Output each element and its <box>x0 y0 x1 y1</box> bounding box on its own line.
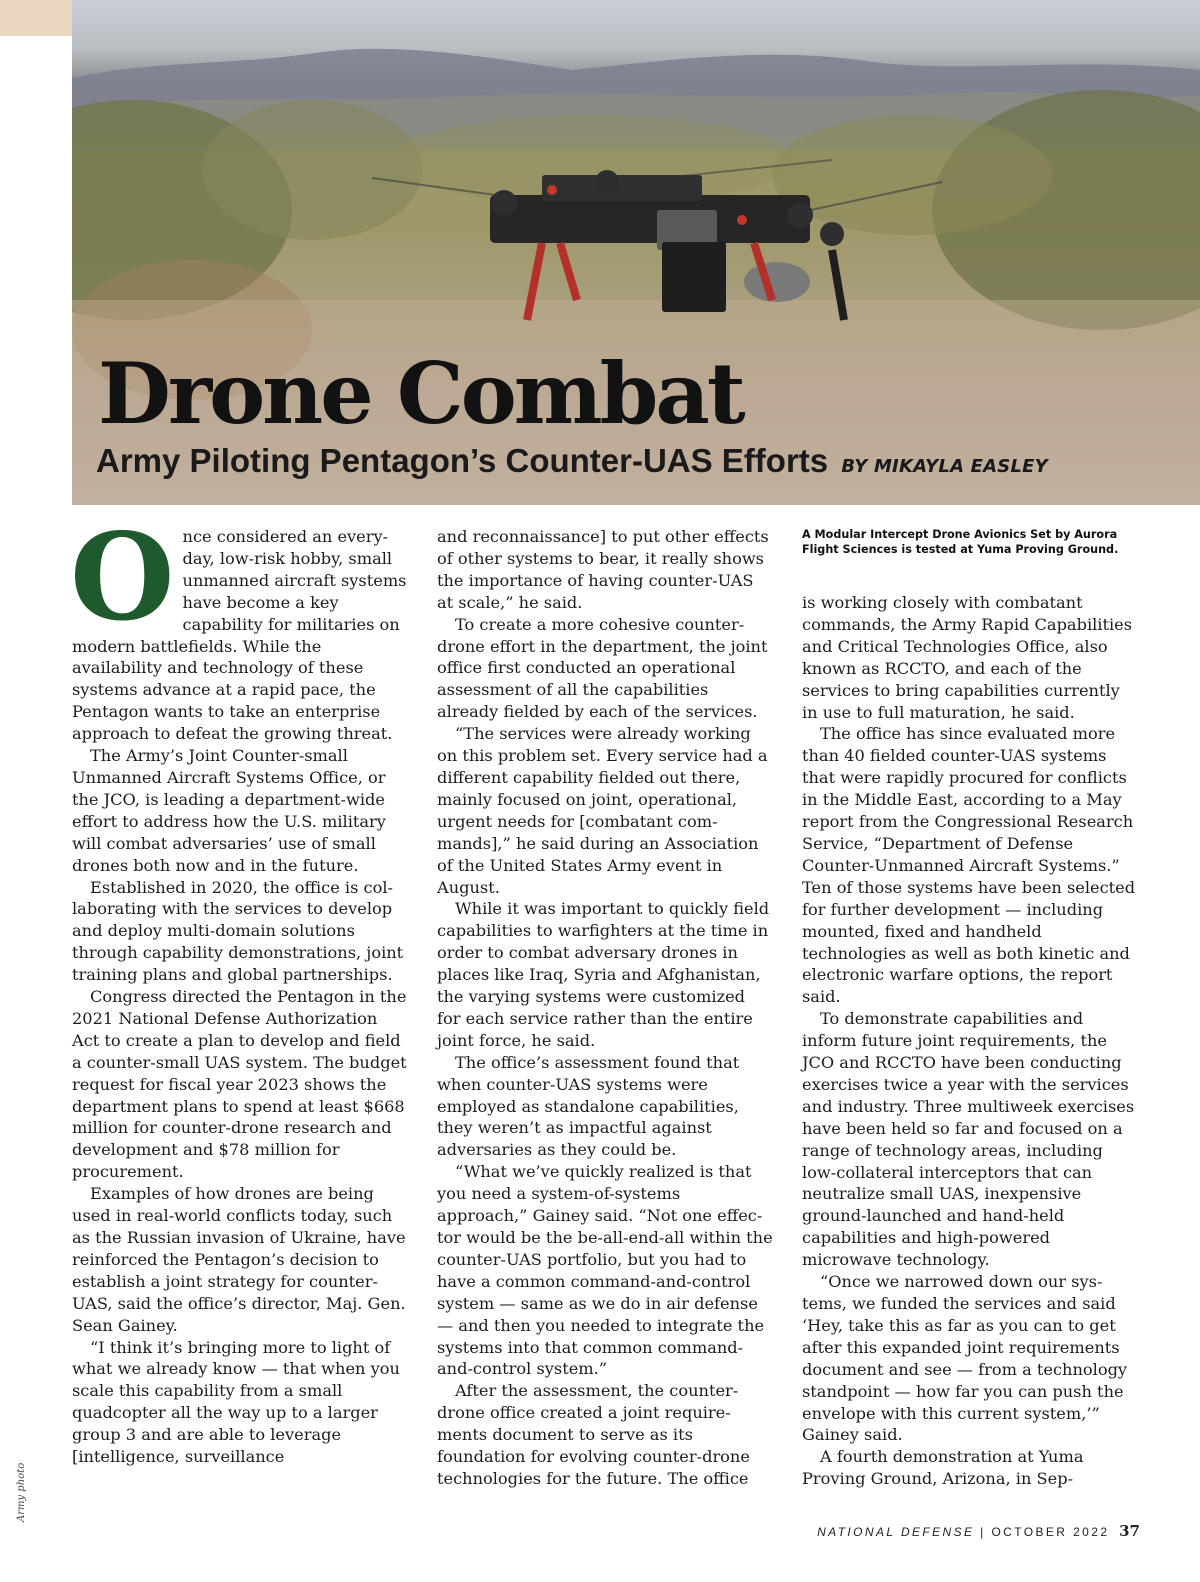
text-column-2 <box>437 526 773 1490</box>
publication-name: NATIONAL DEFENSE <box>817 1525 975 1539</box>
drop-cap: O <box>70 507 175 648</box>
paragraph: and reconnaissance] to put other effects of other systems to bear, it really shows the importance of having counter-UAS at scale,” he said. <box>437 527 769 612</box>
subtitle-text: Army Piloting Pentagon’s Counter-UAS Efforts <box>96 442 829 479</box>
paragraph: The office has since evaluated more than 40 fielded counter-UAS systems that were rapidly procured for conflicts in the Middle East, according to a May report from the Congressional Research Service, “Department of Defense Counter-Unmanned Aircraft Systems.” Ten of those systems have been selected for further development — including mounted, fixed and handheld technologies as well as both kinetic and electronic warfare options, the report said. <box>802 724 1136 1007</box>
footer-separator: | <box>980 1525 986 1539</box>
article-subtitle <box>96 444 1048 477</box>
paragraph: Examples of how drones are being used in real-world conflicts today, such as the Russian invasion of Ukraine, have reinforced the Pentagon’s decision to establish a joint strategy for counter-UAS, said the office’s director, Maj. Gen. Sean Gainey. <box>72 1184 406 1335</box>
byline: BY MIKAYLA EASLEY <box>841 456 1048 477</box>
paragraph: “The services were already working on this problem set. Every service had a different capability fielded out there, mainly focused on joint, operational, urgent needs for [combatant commands],” he said during an Association of the United States Army event in August. <box>437 724 768 897</box>
text-column-3 <box>802 592 1138 1490</box>
paragraph: Established in 2020, the office is collaborating with the services to develop and deploy multi-domain solutions through capability demonstrations, joint training plans and global partnerships. <box>72 877 404 985</box>
page-corner-tab <box>0 0 72 36</box>
page-footer <box>817 1522 1140 1540</box>
paragraph: Congress directed the Pentagon in the 2021 National Defense Authorization Act to create a plan to develop and field a counter-small UAS system. The budget request for fiscal year 2023 shows the department plans to spend at least $668 million for counter-drone research and development and $78 million for procurement. <box>72 987 407 1182</box>
hero-photo <box>72 0 1200 505</box>
text-column-1 <box>70 507 408 1468</box>
issue-date: OCTOBER 2022 <box>991 1525 1110 1539</box>
paragraph: While it was important to quickly field capabilities to warfighters at the time in order to combat adversary drones in places like Iraq, Syria and Afghanistan, the varying systems were customized for each service rather than the entire joint force, he said. <box>437 899 770 1050</box>
paragraph: To create a more cohesive counter-drone effort in the department, the joint office first conducted an operational assessment of all the capabilities already fielded by each of the services. <box>437 614 768 722</box>
page-number: 37 <box>1119 1522 1140 1540</box>
photo-caption: A Modular Intercept Drone Avionics Set by Aurora Flight Sciences is tested at Yuma Proving Ground. <box>802 528 1119 556</box>
paragraph: “Once we narrowed down our systems, we funded the services and said ‘Hey, take this as far as you can to get after this expanded joint requirements document and see — from a technology standpoint — how far you can push the envelope with this current system,’” Gainey said. <box>802 1272 1128 1445</box>
paragraph: After the assessment, the counter-drone office created a joint requirements document to serve as its foundation for evolving counter-drone technologies for the future. The office <box>437 1381 750 1488</box>
paragraph: The Army’s Joint Counter-small Unmanned Aircraft Systems Office, or the JCO, is leading a department-wide effort to address how the U.S. military will combat adversaries’ use of small drones both now and in the future. <box>72 746 386 875</box>
article-title: Drone Combat <box>98 344 743 443</box>
paragraph: “What we’ve quickly realized is that you need a system-of-systems approach,” Gainey said. “Not one effector would be the be-all-end-all within the counter-UAS portfolio, but you had to have a common command-and-control system — same as we do in air defense — and then you needed to integrate the systems into that common command-and-control system.” <box>437 1162 773 1379</box>
paragraph: The office’s assessment found that when counter-UAS systems were employed as standalone capabilities, they weren’t as impactful against adversaries as they could be. <box>437 1052 740 1160</box>
photo-credit: Army photo <box>16 1462 27 1522</box>
paragraph: A fourth demonstration at Yuma Proving Ground, Arizona, in Sep- <box>802 1447 1084 1489</box>
paragraph: “I think it’s bringing more to light of what we already know — that when you scale this capability from a small quadcopter all the way up to a larger group 3 and are able to leverage [intelligence, surveillance <box>72 1337 400 1467</box>
paragraph <box>70 507 408 745</box>
paragraph: To demonstrate capabilities and inform future joint requirements, the JCO and RCCTO have been conducting exercises twice a year with the services and industry. Three multiweek exercises have been held so far and focused on a range of technology areas, including low-collateral interceptors that can neutralize small UAS, inexpensive ground-launched and hand-held capabilities and high-powered microwave technology. <box>802 1009 1135 1270</box>
paragraph-text: nce considered an everyday, low-risk hobby, small unmanned aircraft systems have become a key capability for militaries on modern battlefields. While the availability and technology of these systems advance at a rapid pace, the Pentagon wants to take an enterprise approach to defeat the growing threat. <box>72 527 407 744</box>
paragraph: is working closely with combatant commands, the Army Rapid Capabilities and Critical Technologies Office, also known as RCCTO, and each of the services to bring capabilities currently in use to full maturation, he said. <box>802 593 1133 722</box>
